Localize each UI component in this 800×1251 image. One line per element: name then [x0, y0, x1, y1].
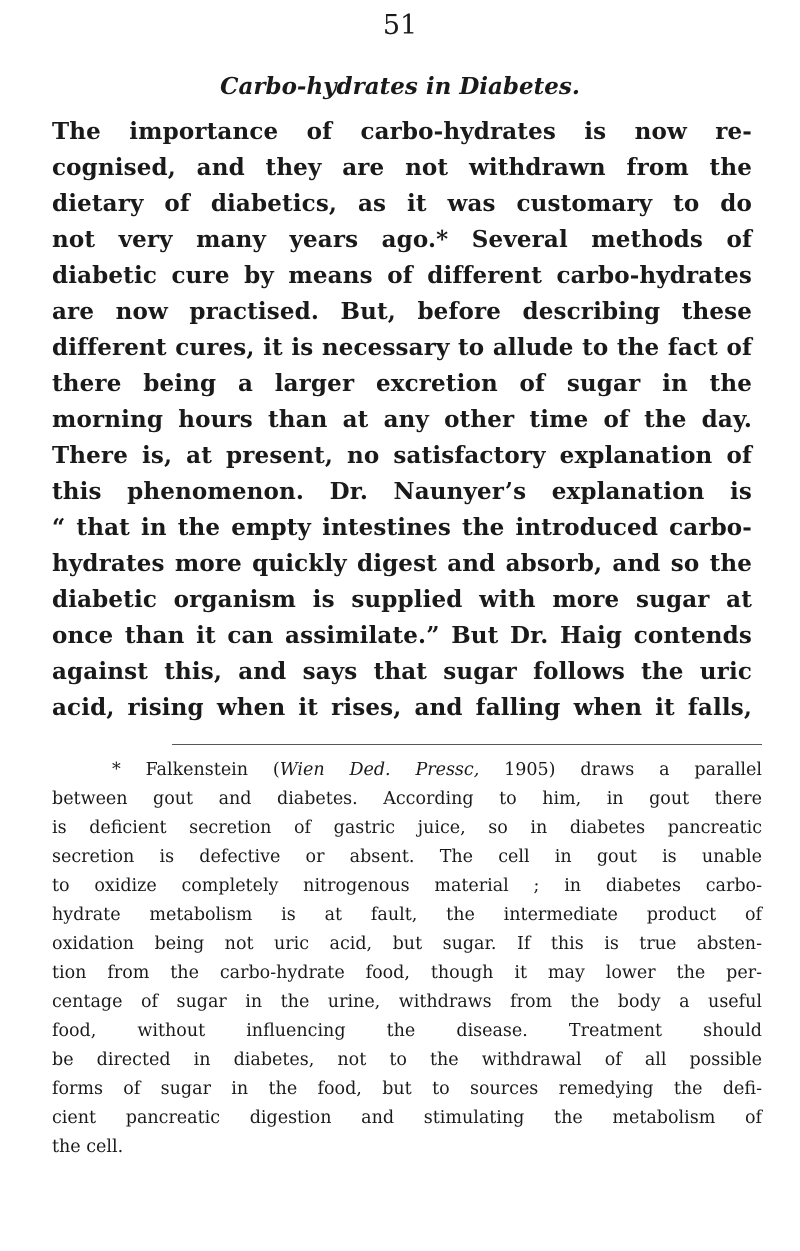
body-line: there being a larger excretion of sugar in the	[52, 370, 752, 397]
body-line: not very many years ago.* Several methods of	[52, 226, 752, 253]
footnote-line: the cell.	[52, 1137, 124, 1157]
body-line: There is, at present, no satisfactory explanation of	[52, 442, 752, 469]
footnote-line: hydrate metabolism is at fault, the intermediate product of	[52, 905, 762, 925]
body-line: are now practised. But, before describing these	[52, 298, 752, 325]
body-line: “ that in the empty intestines the introduced carbo-	[52, 514, 752, 541]
footnote-line: is deficient secretion of gastric juice, so in diabetes pancreatic	[52, 818, 762, 838]
footnote-line: forms of sugar in the food, but to sources remedying the defi-	[52, 1079, 762, 1099]
footnote-line: to oxidize completely nitrogenous material ; in diabetes carbo-	[52, 876, 762, 896]
body-line: dietary of diabetics, as it was customary to do	[52, 190, 752, 217]
page-number: 51	[382, 10, 418, 41]
body-line: diabetic organism is supplied with more sugar at	[52, 586, 752, 613]
footnote-text: * Falkenstein (	[112, 760, 280, 780]
body-line: morning hours than at any other time of the day.	[52, 406, 752, 433]
section-title: Carbo-hydrates in Diabetes.	[220, 73, 580, 100]
body-line: The importance of carbo-hydrates is now re-	[52, 118, 752, 145]
footnote-line: food, without influencing the disease. Treatment should	[52, 1021, 762, 1041]
footnote-line: cient pancreatic digestion and stimulating the metabolism of	[52, 1108, 762, 1128]
footnote-divider	[172, 744, 762, 745]
footnote-text: 1905) draws a parallel	[479, 760, 762, 780]
footnote-line: centage of sugar in the urine, withdraws from the body a useful	[52, 992, 762, 1012]
footnote-line: secretion is defective or absent. The cell in gout is unable	[52, 847, 762, 867]
footnote-line: between gout and diabetes. According to him, in gout there	[52, 789, 762, 809]
body-line: this phenomenon. Dr. Naunyer’s explanation is	[52, 478, 752, 505]
body-line: diabetic cure by means of different carbo-hydrates	[52, 262, 752, 289]
body-line: once than it can assimilate.” But Dr. Haig contends	[52, 622, 752, 649]
footnote-line	[52, 756, 762, 785]
body-line: different cures, it is necessary to allude to the fact of	[52, 334, 752, 361]
body-paragraph	[52, 114, 752, 726]
footnote-line: tion from the carbo-hydrate food, though it may lower the per-	[52, 963, 762, 983]
body-line: acid, rising when it rises, and falling when it falls,	[52, 694, 752, 721]
footnote-line: oxidation being not uric acid, but sugar. If this is true absten-	[52, 934, 762, 954]
footnote-line: be directed in diabetes, not to the withdrawal of all possible	[52, 1050, 762, 1070]
footnote	[52, 756, 762, 1162]
body-line: against this, and says that sugar follows the uric	[52, 658, 752, 685]
body-line: cognised, and they are not withdrawn from the	[52, 154, 752, 181]
footnote-citation: Wien Ded. Pressc,	[279, 760, 480, 780]
body-line: hydrates more quickly digest and absorb, and so the	[52, 550, 752, 577]
